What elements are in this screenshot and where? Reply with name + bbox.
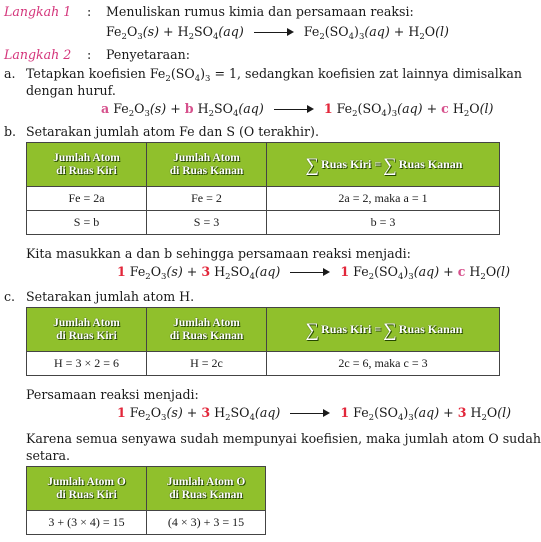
step2-colon: : [87,47,92,62]
step1-label: Langkah 1 [4,4,72,19]
equation-b: 1 $Fe_2O_3(s) + 3$ $H_2SO_4(aq)$ 1 $Fe_2(SO_4)_3(aq) + c$ $H_2O(l)$ [117,264,510,282]
table-final-header-left: Jumlah Atom O di Ruas Kiri [27,467,147,511]
part-a-text: Tetapkan koefisien $Fe_2(SO_4)_3 = 1$, sedangkan koefisien zat lainnya dimisalkan [26,66,523,84]
table-c [26,307,500,376]
part-a-text3: dengan huruf. [26,83,116,98]
table-b [26,142,500,235]
step1-line [4,4,71,19]
table-c-header-left: Jumlah Atom di Ruas Kiri [27,308,147,352]
table-b-header-sum: ∑ Ruas Kiri = ∑ Ruas Kanan [267,143,500,187]
part-b-after: Kita masukkan a dan b sehingga persamaan reaksi menjadi: [26,246,411,261]
table-row: Fe = 2a Fe = 2 2a = 2, maka a = 1 [27,187,500,211]
table-final [26,466,266,535]
equation-a: a $Fe_2O_3(s) + b$ $H_2SO_4(aq)$ 1 $Fe_2(SO_4)_3(aq) + c$ $H_2O(l)$ [101,101,494,119]
part-c-marker: c. [4,289,16,304]
part-a-marker: a. [4,66,16,81]
equation-base: $Fe_2O_3(s) + H_2SO_4(aq) Fe_2(SO_4)_3(aq) + H_2O(l)$ [106,24,449,42]
part-b-text: Setarakan jumlah atom Fe dan S (O terakhir). [26,124,319,139]
table-row: 3 + (3 × 4) = 15 (4 × 3) + 3 = 15 [27,511,266,535]
equation-c: 1 $Fe_2O_3(s) + 3$ $H_2SO_4(aq)$ 1 $Fe_2(SO_4)_3(aq) + 3$ $H_2O(l)$ [117,405,512,423]
part-c-text: Setarakan jumlah atom H. [26,289,195,304]
step2-label: Langkah 2 [4,47,72,62]
final-text2: setara. [26,448,71,463]
table-final-header-right: Jumlah Atom O di Ruas Kanan [147,467,266,511]
step1-text: Menuliskan rumus kimia dan persamaan reaksi: [106,4,414,19]
part-c-after: Persamaan reaksi menjadi: [26,387,199,402]
part-b-marker: b. [4,124,17,139]
table-c-header-sum: ∑ Ruas Kiri = ∑ Ruas Kanan [267,308,500,352]
table-b-header-left: Jumlah Atom di Ruas Kiri [27,143,147,187]
table-row: H = 3 × 2 = 6 H = 2c 2c = 6, maka c = 3 [27,352,500,376]
step2-text: Penyetaraan: [106,47,190,62]
final-text1: Karena semua senyawa sudah mempunyai koefisien, maka jumlah atom O sudah [26,431,541,446]
table-c-header-right: Jumlah Atom di Ruas Kanan [147,308,267,352]
table-row: S = b S = 3 b = 3 [27,211,500,235]
step1-colon: : [87,4,92,19]
table-b-header-right: Jumlah Atom di Ruas Kanan [147,143,267,187]
reaction-arrow [254,28,294,38]
